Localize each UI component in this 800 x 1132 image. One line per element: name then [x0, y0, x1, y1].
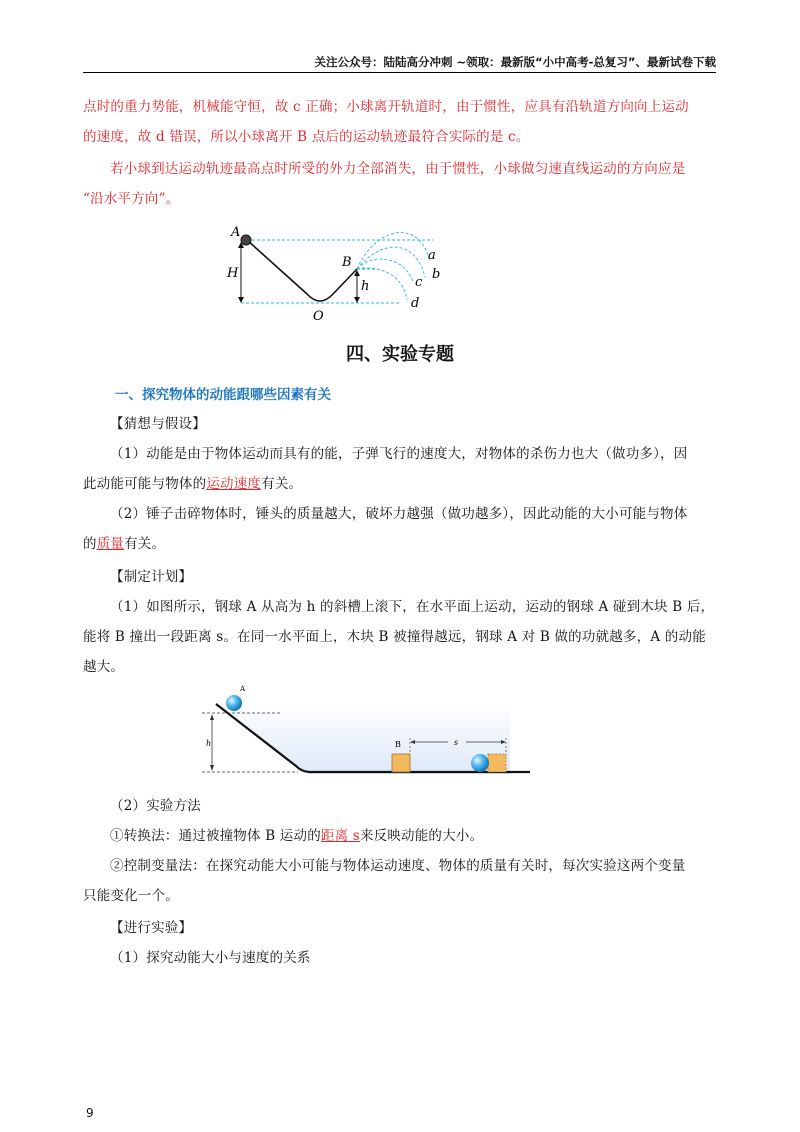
- page-header: 关注公众号：陆陆高分冲刺 ~领取：最新版“小中高考-总复习”、最新试卷下载: [314, 55, 716, 69]
- label-d: d: [411, 296, 420, 311]
- header-divider: [83, 72, 716, 73]
- guess-line: （1）动能是由于物体运动而具有的能，子弹飞行的速度大，对物体的杀伤力也大（做功多），因: [110, 446, 688, 462]
- label-b: b: [432, 267, 441, 282]
- guess-line: （2）锤子击碎物体时，锤头的质量越大，破坏力越强（做功越多），因此动能的大小可能与物体: [110, 506, 688, 522]
- section-subtitle: 一、探究物体的动能跟哪些因素有关: [115, 387, 331, 403]
- method-line: ①转换法：通过被撞物体 B 运动的距离 s来反映动能的大小。: [110, 828, 484, 844]
- trajectory-figure: [225, 222, 450, 324]
- plan-line: 能将 B 撞出一段距离 s。在同一水平面上，木块 B 被撞得越远，钢球 A 对 B 做的功就越多，A 的动能: [83, 629, 706, 645]
- wood-block-b: [392, 754, 410, 772]
- label-B: B: [342, 255, 352, 270]
- label-H: H: [227, 266, 239, 281]
- steel-ball-a-end: [471, 754, 489, 772]
- answer-fill-distance: 距离 s: [320, 828, 360, 844]
- trajectory-a: [357, 233, 430, 269]
- label-c: c: [415, 275, 423, 290]
- track-curve: [247, 240, 357, 301]
- answer-fill-mass: 质量: [96, 536, 125, 552]
- answer-line: “沿水平方向”。: [83, 191, 180, 207]
- label-h: h: [361, 279, 370, 294]
- method-section: [83, 791, 718, 911]
- answer-paragraph-1: [83, 92, 718, 152]
- answer-fill-speed: 运动速度: [206, 476, 262, 492]
- ball: [241, 235, 251, 245]
- answer-line: 点时的重力势能，机械能守恒，故 c 正确；小球离开轨道时，由于惯性，应具有沿轨道方向向上运动: [83, 99, 689, 115]
- label-O: O: [313, 309, 324, 324]
- plan-line: （1）如图所示，钢球 A 从高为 h 的斜槽上滚下，在水平面上运动，运动的钢球 A 碰到木块 B 后，: [110, 599, 715, 615]
- label-a: a: [428, 248, 436, 263]
- experiment-line: （1）探究动能大小与速度的关系: [110, 950, 311, 966]
- plan-section: [83, 562, 718, 682]
- label-A: A: [240, 685, 246, 693]
- answer-line: 若小球到达运动轨迹最高点时所受的外力全部消失，由于惯性，小球做匀速直线运动的方向应是: [110, 161, 686, 177]
- plan-line: 越大。: [83, 659, 125, 675]
- label-h: h: [206, 739, 212, 748]
- moved-block-b: [488, 754, 506, 772]
- label-A: A: [231, 225, 241, 240]
- guess-line: 此动能可能与物体的运动速度有关。: [83, 476, 303, 492]
- method-line: ②控制变量法：在探究动能大小可能与物体运动速度、物体的质量有关时，每次实验这两个变量: [110, 858, 686, 874]
- guess-heading: 【猜想与假设】: [110, 416, 206, 432]
- guess-section: [83, 409, 718, 559]
- answer-paragraph-2: [83, 154, 718, 214]
- answer-line: 的速度，故 d 错误，所以小球离开 B 点后的运动轨迹最符合实际的是 c。: [83, 129, 530, 145]
- label-s: s: [454, 738, 459, 747]
- experiment-heading: 【进行实验】: [110, 920, 193, 936]
- method-heading: （2）实验方法: [110, 798, 201, 814]
- section-title: 四、实验专题: [346, 344, 454, 365]
- experiment-section: [83, 913, 718, 973]
- method-line: 只能变化一个。: [83, 888, 179, 904]
- label-B: B: [395, 740, 401, 749]
- plan-heading: 【制定计划】: [110, 569, 193, 585]
- ramp-experiment-figure: [198, 680, 533, 780]
- page-number: 9: [86, 1106, 94, 1120]
- steel-ball-a: [226, 695, 242, 711]
- guess-line: 的质量有关。: [83, 536, 166, 552]
